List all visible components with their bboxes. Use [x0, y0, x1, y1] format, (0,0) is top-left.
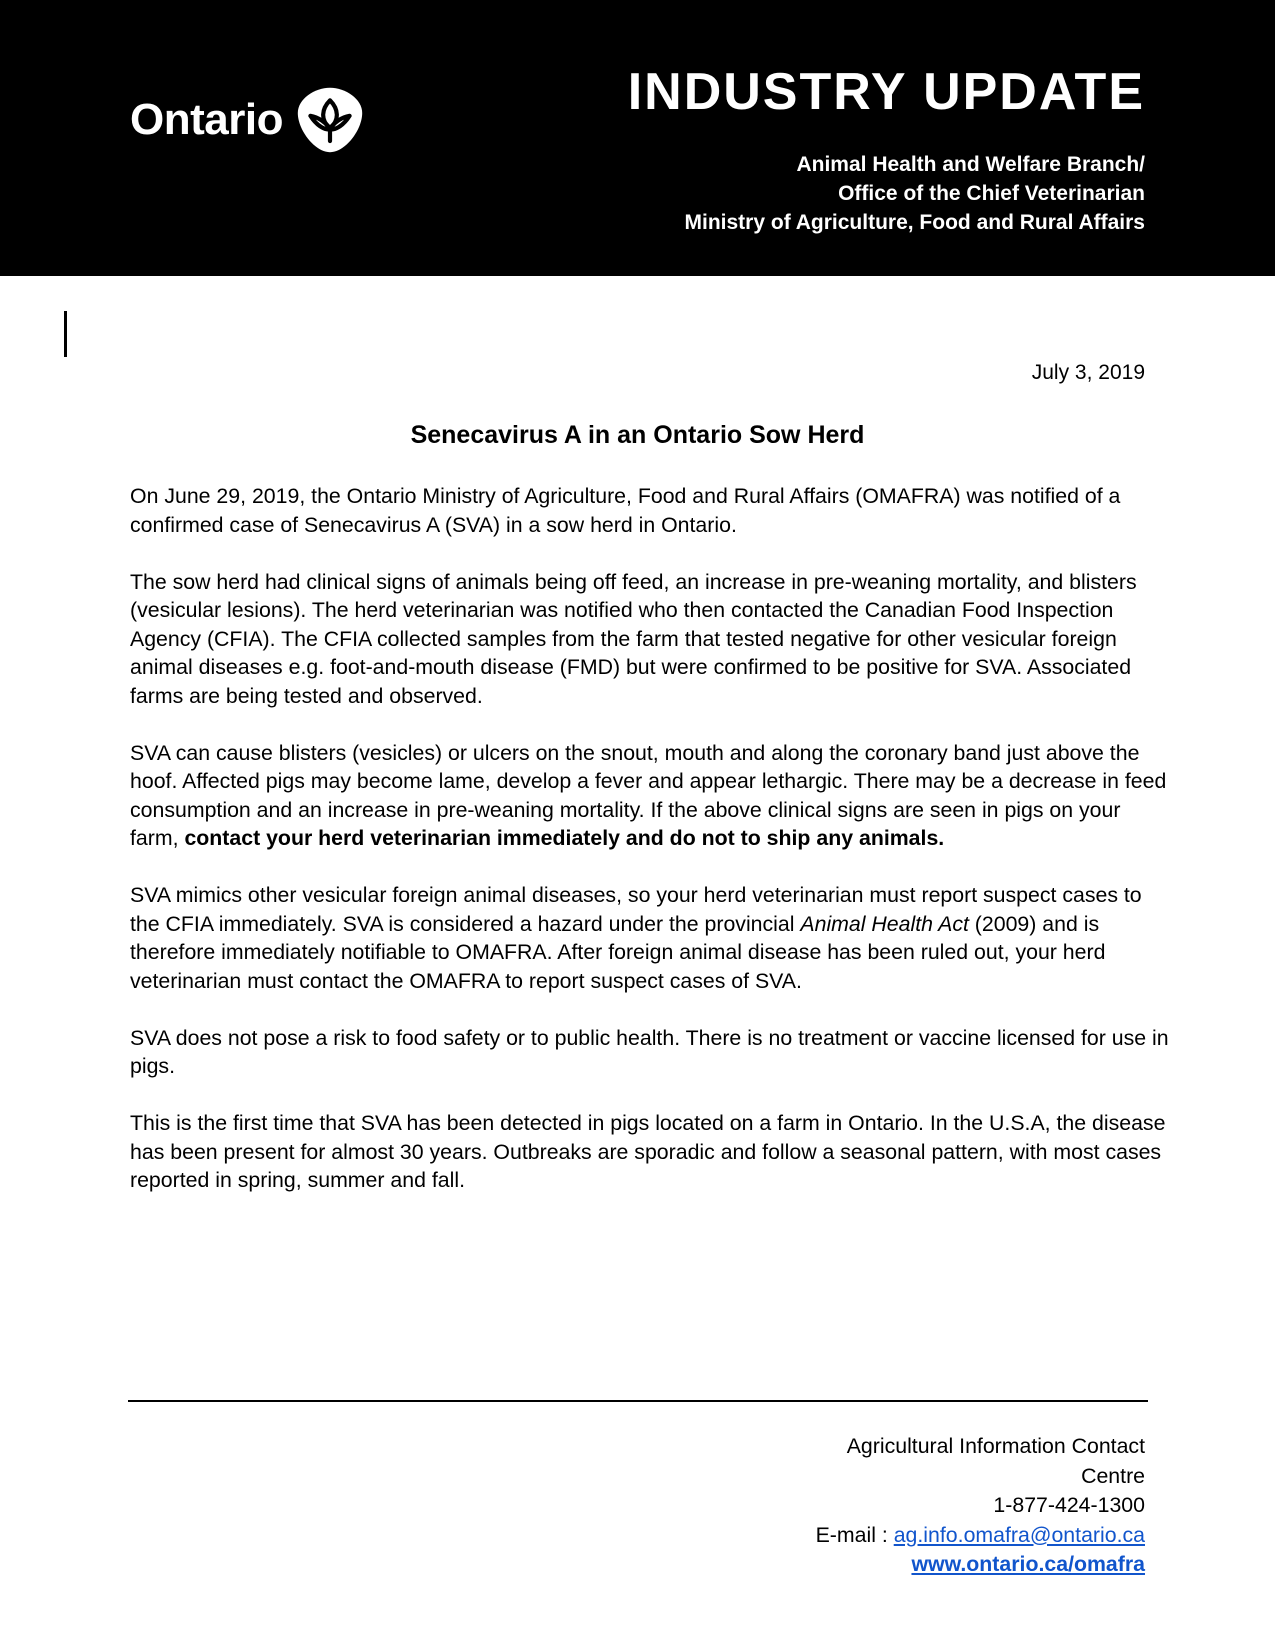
contact-line-2: Centre — [1081, 1463, 1145, 1488]
document-date: July 3, 2019 — [1031, 361, 1145, 384]
branch-line: Animal Health and Welfare Branch/ — [796, 153, 1145, 176]
logo-text: Ontario — [130, 95, 283, 144]
paragraph-3 — [130, 739, 1170, 853]
paragraph-2: The sow herd had clinical signs of animals being off feed, an increase in pre-weaning mortality, and blisters (vesicular lesions). The herd veterinarian was notified who then contacted the Canadian Food Inspection Agency (CFIA). The CFIA collected samples from the farm that tested negative for other vesicular foreign animal diseases e.g. foot-and-mouth disease (FMD) but were confirmed to be positive for SVA. Associated farms are being tested and observed. — [130, 569, 1137, 708]
paragraph-1: On June 29, 2019, the Ontario Ministry of Agriculture, Food and Rural Affairs (OMAFRA) was notified of a confirmed case of Senecavirus A (SVA) in a sow herd in Ontario. — [130, 484, 1121, 537]
trillium-icon — [295, 85, 365, 155]
contact-phone: 1-877-424-1300 — [993, 1493, 1145, 1517]
branch-info — [685, 150, 1145, 237]
email-link[interactable]: ag.info.omafra@ontario.ca — [893, 1522, 1145, 1547]
act-name: Animal Health Act — [800, 911, 969, 936]
paragraph-6: This is the first time that SVA has been detected in pigs located on a farm in Ontario. In the U.S.A, the disease has been present for almost 30 years. Outbreaks are sporadic and follow a seasonal pattern, with most cases reported in spring, summer and fall. — [130, 1111, 1166, 1192]
document-body — [130, 482, 1170, 1223]
office-line: Office of the Chief Veterinarian — [838, 182, 1145, 205]
paragraph-3-text: SVA can cause blisters (vesicles) or ulcers on the snout, mouth and along the coronary band just above the hoof. Affected pigs may become lame, develop a fever and appear lethargic. There may be a decrease in feed consumption and an increase in pre-weaning mortality. If the above clinical signs are seen in pigs on your farm, — [130, 740, 1167, 850]
paragraph-5: SVA does not pose a risk to food safety or to public health. There is no treatment or vaccine licensed for use in pigs. — [130, 1025, 1169, 1078]
ontario-logo — [130, 86, 365, 154]
revision-bar — [64, 311, 67, 357]
footer-divider — [128, 1400, 1148, 1402]
ministry-line: Ministry of Agriculture, Food and Rural Affairs — [684, 211, 1145, 234]
header-banner — [0, 0, 1275, 276]
header-title: INDUSTRY UPDATE — [627, 63, 1145, 121]
email-label: E-mail : — [815, 1522, 894, 1547]
paragraph-4-text-end: (2009) and is therefore immediately notifiable to OMAFRA. After foreign animal disease has been ruled out, your herd veterinarian must contact the OMAFRA to report suspect cases of SVA. — [130, 911, 1106, 993]
paragraph-4 — [130, 881, 1170, 995]
paragraph-3-emphasis: contact your herd veterinarian immediately and do not to ship any animals. — [184, 826, 945, 850]
paragraph-4-text-start: SVA mimics other vesicular foreign animal diseases, so your herd veterinarian must report suspect cases to the CFIA immediately. SVA is considered a hazard under the provincial — [130, 883, 1142, 936]
contact-website-row — [816, 1550, 1145, 1580]
contact-block — [816, 1432, 1145, 1580]
contact-email-row — [816, 1521, 1145, 1551]
document-title: Senecavirus A in an Ontario Sow Herd — [410, 421, 865, 449]
website-link[interactable]: www.ontario.ca/omafra — [911, 1552, 1145, 1576]
contact-line-1: Agricultural Information Contact — [846, 1434, 1145, 1458]
